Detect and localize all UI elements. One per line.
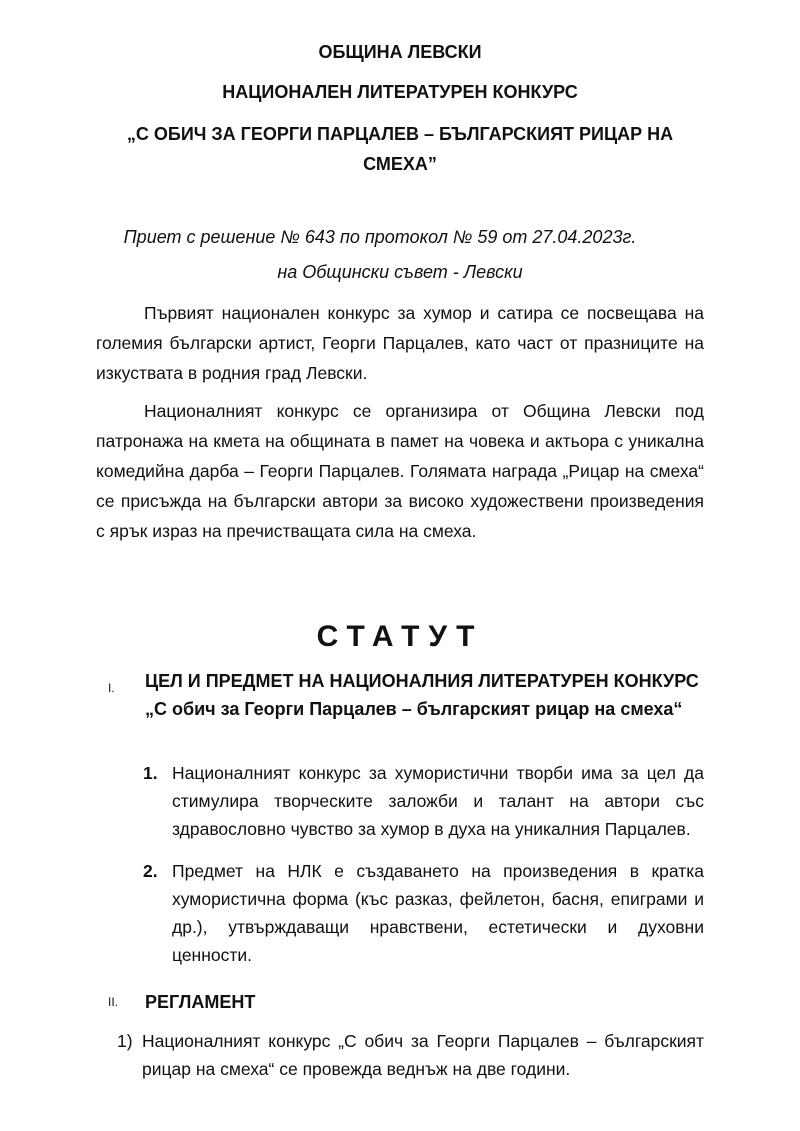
section-number: II.: [108, 995, 119, 1009]
municipality-heading: ОБЩИНА ЛЕВСКИ: [318, 42, 482, 62]
list-item-number: 2.: [143, 861, 158, 881]
list-item-text: Националният конкурс за хумористични творби има за цел да стимулира творческите заложби и талант на автори със здравословно чувство за хумор в духа на уникалния Парцалев.: [172, 763, 704, 839]
list-item-number: 1): [117, 1031, 133, 1051]
intro-paragraph-2: Националният конкурс се организира от Община Левски под патронажа на кмета на общината в памет на човека и актьора с уникална комедийна дарба – Георги Парцалев. Голямата награда „Рицар на смеха“ се присъжда на български автори за високо художествени произведения с ярък израз на пречистващата сила на смеха.: [96, 401, 704, 541]
intro-paragraph-1: Първият национален конкурс за хумор и сатира се посвещава на големия български артист, Георги Парцалев, като част от празниците на изкуствата в родния град Левски.: [96, 303, 704, 383]
list-item-number: 1.: [143, 763, 158, 783]
list-item-text: Националният конкурс „С обич за Георги Парцалев – българският рицар на смеха“ се провежда веднъж на две години.: [142, 1031, 704, 1079]
adoption-council-line: на Общински съвет - Левски: [277, 262, 523, 282]
adoption-decision-line: Приет с решение № 643 по протокол № 59 от 27.04.2023г.: [123, 227, 637, 247]
list-item-text: Предмет на НЛК е създаването на произведения в кратка хумористична форма (къс разказ, фейлетон, басня, епиграми и др.), утвърждаващи нравствени, естетически и духовни ценности.: [172, 861, 704, 965]
section-title-regulations: РЕГЛАМЕНТ: [145, 992, 256, 1012]
section-title-purpose: ЦЕЛ И ПРЕДМЕТ НА НАЦИОНАЛНИЯ ЛИТЕРАТУРЕН КОНКУРС „С обич за Георги Парцалев – българският рицар на смеха“: [145, 671, 699, 719]
section-number: I.: [108, 681, 115, 695]
contest-title-heading: „С ОБИЧ ЗА ГЕОРГИ ПАРЦАЛЕВ – БЪЛГАРСКИЯТ РИЦАР НА СМЕХА”: [126, 124, 674, 174]
contest-name-heading: НАЦИОНАЛЕН ЛИТЕРАТУРЕН КОНКУРС: [222, 82, 578, 102]
statute-heading: СТАТУТ: [316, 620, 484, 653]
